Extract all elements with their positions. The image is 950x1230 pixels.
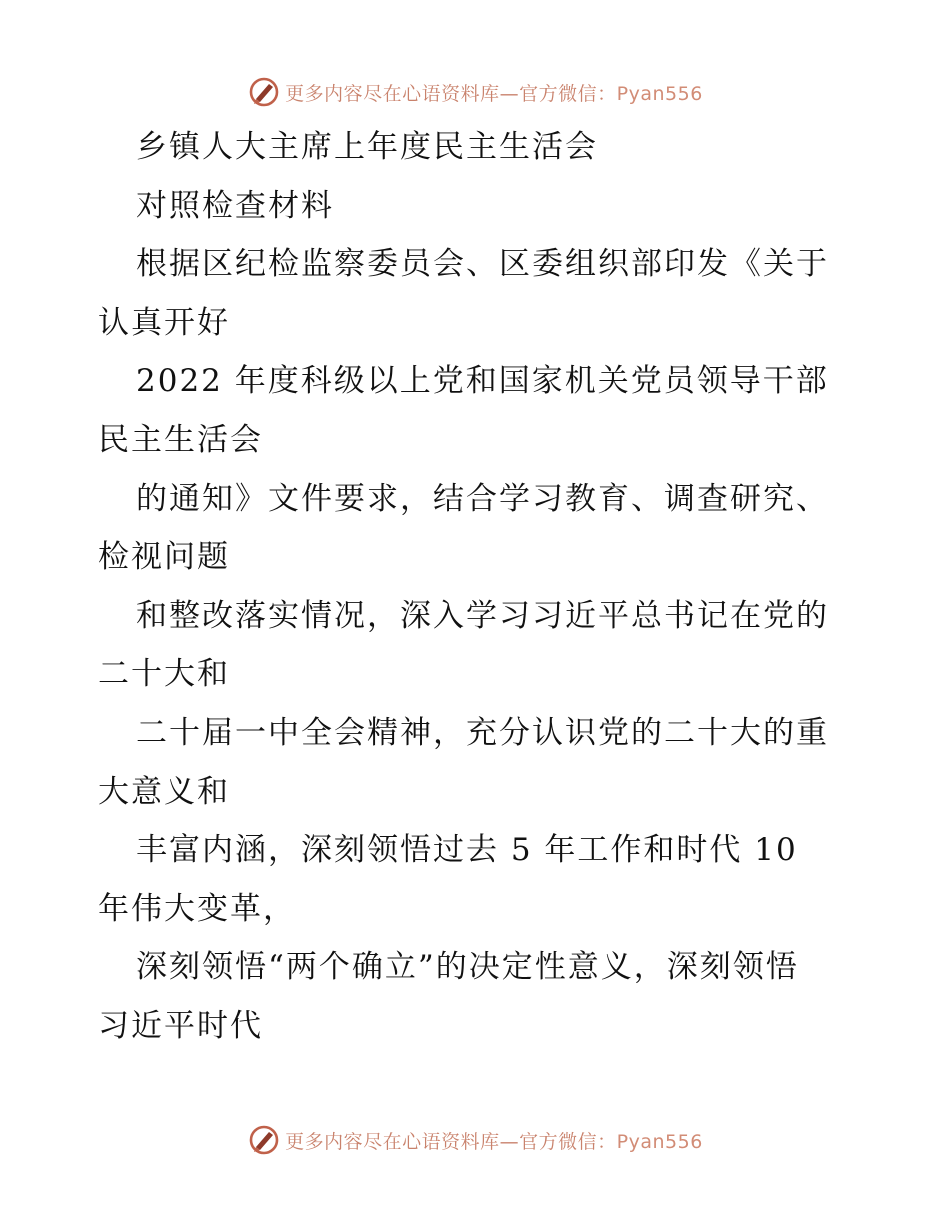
document-title-line-2: 对照检查材料	[136, 187, 334, 224]
document-title-line-1: 乡镇人大主席上年度民主生活会	[136, 129, 598, 165]
brush-circle-logo-icon	[247, 75, 281, 109]
watermark-text: 更多内容尽在心语资料库—官方微信：	[285, 82, 617, 105]
paragraph-line: 习近平时代	[98, 1007, 263, 1044]
brush-circle-logo-icon	[247, 1123, 281, 1157]
paragraph-line: 丰富内涵，深刻领悟过去 5 年工作和时代 10	[136, 832, 798, 869]
paragraph-line: 大意义和	[98, 773, 230, 810]
paragraph-line: 认真开好	[98, 304, 230, 341]
paragraph-line: 二十大和	[98, 656, 230, 693]
paragraph-line: 和整改落实情况，深入学习习近平总书记在党的	[136, 597, 829, 634]
paragraph-line: 深刻领悟“两个确立”的决定性意义，深刻领悟	[136, 949, 799, 986]
header-watermark	[0, 72, 950, 112]
paragraph-line: 的通知》文件要求，结合学习教育、调查研究、	[136, 480, 829, 517]
paragraph-line: 2022 年度科级以上党和国家机关党员领导干部	[136, 363, 829, 400]
watermark-id: Pyan556	[616, 1130, 703, 1153]
document-body	[98, 118, 858, 1056]
watermark-text: 更多内容尽在心语资料库—官方微信：	[285, 1130, 617, 1153]
paragraph-line: 检视问题	[98, 539, 230, 576]
footer-watermark	[0, 1120, 950, 1160]
paragraph-line: 年伟大变革，	[98, 890, 296, 927]
paragraph-line: 民主生活会	[98, 421, 263, 458]
paragraph-line: 根据区纪检监察委员会、区委组织部印发《关于	[136, 246, 829, 283]
watermark-id: Pyan556	[616, 82, 703, 105]
paragraph-line: 二十届一中全会精神，充分认识党的二十大的重	[136, 714, 829, 751]
